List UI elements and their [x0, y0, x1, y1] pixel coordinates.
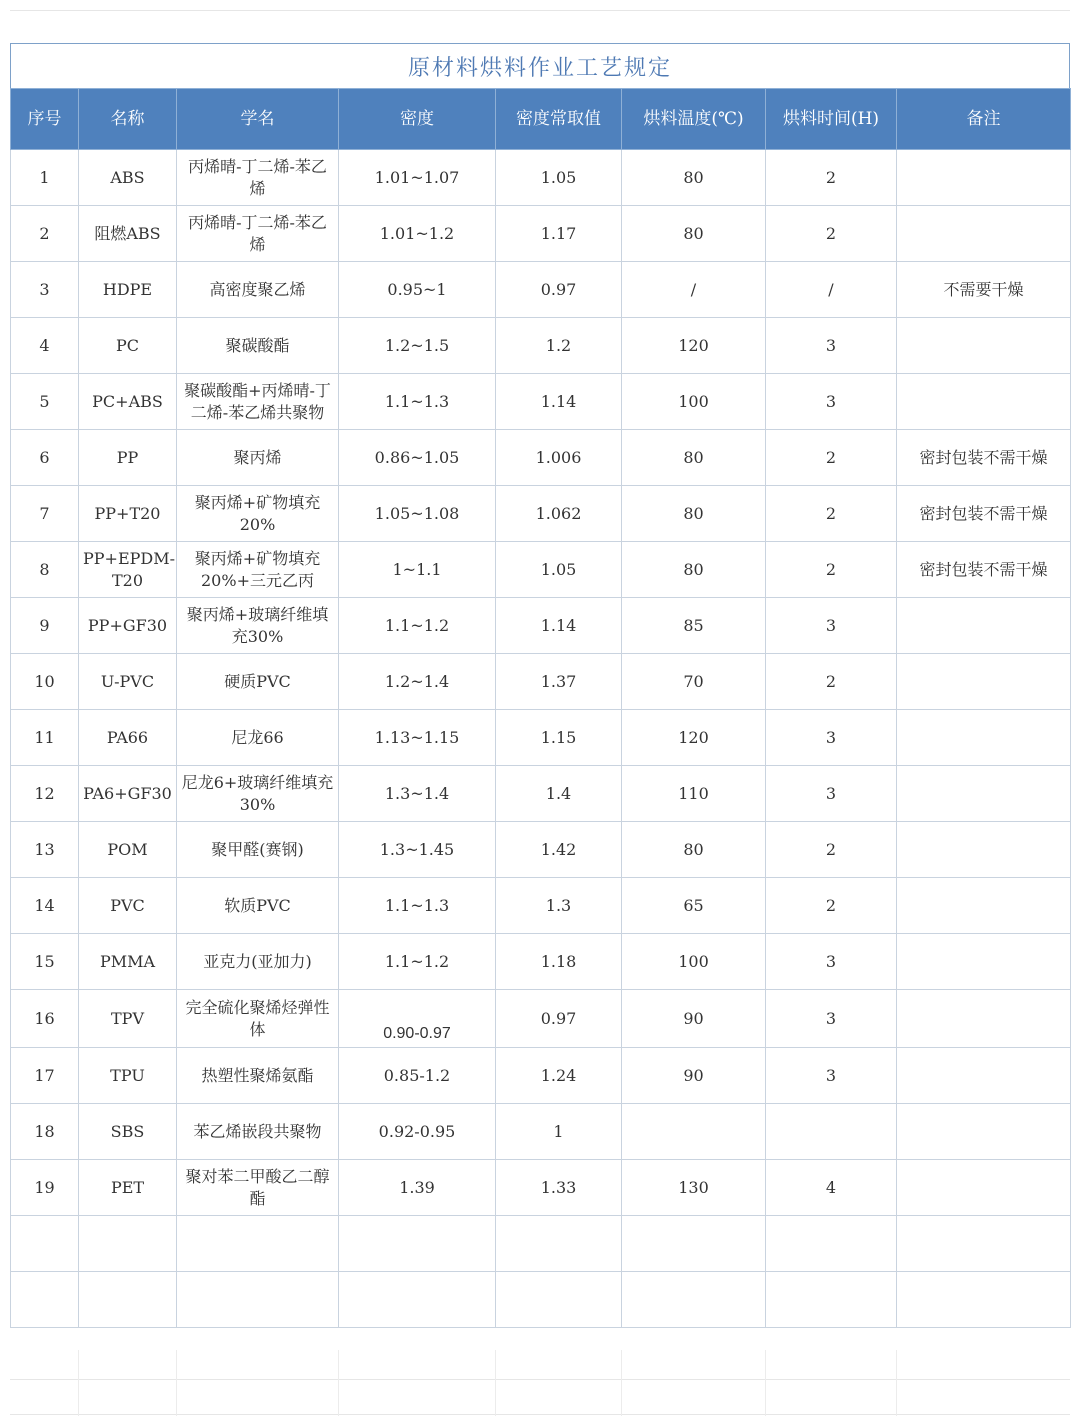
cell-index: 18 — [11, 1104, 79, 1160]
cell-typical-density: 1.42 — [496, 822, 622, 878]
cell-drying-time: 2 — [766, 206, 897, 262]
cell-remarks: 密封包装不需干燥 — [897, 486, 1071, 542]
col-header-drying-temp: 烘料温度(℃) — [622, 89, 766, 150]
col-header-remarks: 备注 — [897, 89, 1071, 150]
cell-remarks — [897, 934, 1071, 990]
empty-cell — [79, 1272, 177, 1328]
cell-index: 12 — [11, 766, 79, 822]
cell-typical-density: 1.17 — [496, 206, 622, 262]
table-row — [11, 990, 1071, 1048]
cell-remarks — [897, 1104, 1071, 1160]
cell-typical-density: 0.97 — [496, 990, 622, 1048]
sheet-title: 原材料烘料作业工艺规定 — [10, 43, 1070, 88]
cell-drying-temp: 80 — [622, 430, 766, 486]
cell-drying-temp: 100 — [622, 934, 766, 990]
cell-name: SBS — [79, 1104, 177, 1160]
cell-remarks — [897, 710, 1071, 766]
cell-drying-temp: 70 — [622, 654, 766, 710]
cell-index: 15 — [11, 934, 79, 990]
cell-index: 14 — [11, 878, 79, 934]
cell-typical-density: 1.3 — [496, 878, 622, 934]
cell-drying-time: 2 — [766, 654, 897, 710]
cell-index: 13 — [11, 822, 79, 878]
cell-drying-time: 3 — [766, 710, 897, 766]
cell-density: 0.86~1.05 — [339, 430, 496, 486]
empty-cell — [11, 1272, 79, 1328]
cell-remarks: 密封包装不需干燥 — [897, 430, 1071, 486]
cell-density: 1.1~1.2 — [339, 598, 496, 654]
cell-name: TPU — [79, 1048, 177, 1104]
cell-drying-time: 3 — [766, 934, 897, 990]
table-row — [11, 598, 1071, 654]
cell-scientific-name: 丙烯晴-丁二烯-苯乙烯 — [177, 206, 339, 262]
cell-typical-density: 1.24 — [496, 1048, 622, 1104]
cell-drying-time: 3 — [766, 318, 897, 374]
cell-remarks — [897, 374, 1071, 430]
cell-name: 阻燃ABS — [79, 206, 177, 262]
cell-name: U-PVC — [79, 654, 177, 710]
cell-drying-temp: 80 — [622, 150, 766, 206]
table-row — [11, 710, 1071, 766]
empty-cell — [177, 1272, 339, 1328]
cell-density: 1.3~1.4 — [339, 766, 496, 822]
cell-scientific-name: 聚碳酸酯+丙烯晴-丁二烯-苯乙烯共聚物 — [177, 374, 339, 430]
cell-remarks — [897, 654, 1071, 710]
cell-scientific-name: 聚丙烯+矿物填充20% — [177, 486, 339, 542]
cell-name: PP+EPDM-T20 — [79, 542, 177, 598]
cell-scientific-name: 亚克力(亚加力) — [177, 934, 339, 990]
cell-density: 1.1~1.3 — [339, 878, 496, 934]
cell-typical-density: 1.2 — [496, 318, 622, 374]
col-header-typical-density: 密度常取值 — [496, 89, 622, 150]
cell-typical-density: 1.05 — [496, 150, 622, 206]
cell-drying-time: 2 — [766, 822, 897, 878]
cell-density: 0.85-1.2 — [339, 1048, 496, 1104]
cell-drying-temp: 80 — [622, 822, 766, 878]
empty-cell — [496, 1216, 622, 1272]
table-row — [11, 654, 1071, 710]
cell-typical-density: 1.15 — [496, 710, 622, 766]
cell-scientific-name: 聚对苯二甲酸乙二醇酯 — [177, 1160, 339, 1216]
cell-drying-time — [766, 1104, 897, 1160]
cell-density: 0.92-0.95 — [339, 1104, 496, 1160]
cell-index: 9 — [11, 598, 79, 654]
table-row — [11, 486, 1071, 542]
cell-remarks: 密封包装不需干燥 — [897, 542, 1071, 598]
process-table — [10, 88, 1071, 1328]
cell-drying-time: 2 — [766, 150, 897, 206]
empty-cell — [897, 1216, 1071, 1272]
cell-scientific-name: 聚丙烯+玻璃纤维填充30% — [177, 598, 339, 654]
cell-index: 16 — [11, 990, 79, 1048]
cell-index: 6 — [11, 430, 79, 486]
cell-remarks — [897, 318, 1071, 374]
cell-index: 5 — [11, 374, 79, 430]
cell-name: PP+GF30 — [79, 598, 177, 654]
col-header-name: 名称 — [79, 89, 177, 150]
table-row — [11, 430, 1071, 486]
cell-drying-temp: 65 — [622, 878, 766, 934]
cell-remarks — [897, 150, 1071, 206]
cell-name: PP — [79, 430, 177, 486]
col-header-drying-time: 烘料时间(H) — [766, 89, 897, 150]
cell-scientific-name: 丙烯晴-丁二烯-苯乙烯 — [177, 150, 339, 206]
cell-drying-time: 2 — [766, 486, 897, 542]
cell-typical-density: 1.14 — [496, 598, 622, 654]
cell-remarks — [897, 822, 1071, 878]
col-header-density: 密度 — [339, 89, 496, 150]
cell-remarks — [897, 990, 1071, 1048]
cell-remarks — [897, 1160, 1071, 1216]
cell-scientific-name: 苯乙烯嵌段共聚物 — [177, 1104, 339, 1160]
table-row — [11, 822, 1071, 878]
cell-name: PMMA — [79, 934, 177, 990]
table-row — [11, 1160, 1071, 1216]
cell-remarks — [897, 1048, 1071, 1104]
cell-typical-density: 1.14 — [496, 374, 622, 430]
spreadsheet-frame — [10, 43, 1070, 1328]
cell-index: 17 — [11, 1048, 79, 1104]
cell-index: 11 — [11, 710, 79, 766]
cell-density: 0.90-0.97 — [339, 990, 496, 1048]
col-header-scientific-name: 学名 — [177, 89, 339, 150]
cell-typical-density: 0.97 — [496, 262, 622, 318]
cell-index: 2 — [11, 206, 79, 262]
cell-drying-temp: 100 — [622, 374, 766, 430]
empty-row — [11, 1272, 1071, 1328]
cell-density: 1~1.1 — [339, 542, 496, 598]
empty-cell — [622, 1216, 766, 1272]
cell-density: 1.01~1.07 — [339, 150, 496, 206]
cell-name: PP+T20 — [79, 486, 177, 542]
cell-drying-temp: 110 — [622, 766, 766, 822]
cell-name: PET — [79, 1160, 177, 1216]
cell-index: 8 — [11, 542, 79, 598]
cell-name: POM — [79, 822, 177, 878]
cell-typical-density: 1.37 — [496, 654, 622, 710]
cell-drying-time: 3 — [766, 598, 897, 654]
empty-cell — [622, 1272, 766, 1328]
cell-index: 1 — [11, 150, 79, 206]
cell-drying-temp: 120 — [622, 710, 766, 766]
cell-index: 19 — [11, 1160, 79, 1216]
cell-remarks: 不需要干燥 — [897, 262, 1071, 318]
cell-name: PA6+GF30 — [79, 766, 177, 822]
cell-remarks — [897, 206, 1071, 262]
cell-scientific-name: 尼龙6+玻璃纤维填充30% — [177, 766, 339, 822]
cell-drying-time: 3 — [766, 374, 897, 430]
table-row — [11, 206, 1071, 262]
cell-drying-time: 4 — [766, 1160, 897, 1216]
col-header-index: 序号 — [11, 89, 79, 150]
cell-drying-time: 2 — [766, 878, 897, 934]
cell-name: ABS — [79, 150, 177, 206]
empty-cell — [496, 1272, 622, 1328]
empty-cell — [79, 1216, 177, 1272]
table-row — [11, 150, 1071, 206]
cell-typical-density: 1.18 — [496, 934, 622, 990]
empty-cell — [11, 1216, 79, 1272]
table-row — [11, 542, 1071, 598]
cell-density: 1.05~1.08 — [339, 486, 496, 542]
table-row — [11, 262, 1071, 318]
cell-scientific-name: 硬质PVC — [177, 654, 339, 710]
empty-cell — [177, 1216, 339, 1272]
empty-cell — [339, 1272, 496, 1328]
empty-row — [11, 1216, 1071, 1272]
cell-typical-density: 1.4 — [496, 766, 622, 822]
cell-typical-density: 1.062 — [496, 486, 622, 542]
cell-name: PA66 — [79, 710, 177, 766]
cell-scientific-name: 尼龙66 — [177, 710, 339, 766]
cell-density: 1.3~1.45 — [339, 822, 496, 878]
cell-drying-temp: / — [622, 262, 766, 318]
table-row — [11, 1048, 1071, 1104]
cell-remarks — [897, 878, 1071, 934]
cell-drying-temp: 85 — [622, 598, 766, 654]
cell-drying-time: 3 — [766, 766, 897, 822]
empty-cell — [339, 1216, 496, 1272]
table-row — [11, 318, 1071, 374]
cell-scientific-name: 聚丙烯+矿物填充20%+三元乙丙 — [177, 542, 339, 598]
cell-drying-time: 3 — [766, 1048, 897, 1104]
cell-index: 10 — [11, 654, 79, 710]
cell-drying-time: 2 — [766, 542, 897, 598]
cell-scientific-name: 高密度聚乙烯 — [177, 262, 339, 318]
cell-typical-density: 1 — [496, 1104, 622, 1160]
table-row — [11, 1104, 1071, 1160]
table-row — [11, 934, 1071, 990]
cell-typical-density: 1.05 — [496, 542, 622, 598]
cell-name: HDPE — [79, 262, 177, 318]
cell-density: 1.01~1.2 — [339, 206, 496, 262]
empty-cell — [766, 1216, 897, 1272]
cell-scientific-name: 完全硫化聚烯烃弹性体 — [177, 990, 339, 1048]
cell-drying-temp: 90 — [622, 990, 766, 1048]
cell-density: 0.95~1 — [339, 262, 496, 318]
cell-density: 1.2~1.4 — [339, 654, 496, 710]
cell-typical-density: 1.33 — [496, 1160, 622, 1216]
table-row — [11, 766, 1071, 822]
cell-drying-temp: 80 — [622, 486, 766, 542]
cell-drying-temp — [622, 1104, 766, 1160]
cell-density: 1.1~1.2 — [339, 934, 496, 990]
cell-scientific-name: 软质PVC — [177, 878, 339, 934]
cell-drying-temp: 80 — [622, 542, 766, 598]
cell-name: PC — [79, 318, 177, 374]
header-row — [11, 89, 1071, 150]
cell-drying-time: / — [766, 262, 897, 318]
cell-index: 4 — [11, 318, 79, 374]
cell-drying-temp: 80 — [622, 206, 766, 262]
cell-name: TPV — [79, 990, 177, 1048]
cell-drying-time: 2 — [766, 430, 897, 486]
cell-name: PC+ABS — [79, 374, 177, 430]
cell-scientific-name: 聚丙烯 — [177, 430, 339, 486]
table-body — [11, 150, 1071, 1328]
cell-drying-temp: 130 — [622, 1160, 766, 1216]
cell-drying-temp: 120 — [622, 318, 766, 374]
cell-scientific-name: 聚碳酸酯 — [177, 318, 339, 374]
cell-scientific-name: 聚甲醛(赛钢) — [177, 822, 339, 878]
cell-drying-time: 3 — [766, 990, 897, 1048]
empty-cell — [897, 1272, 1071, 1328]
empty-cell — [766, 1272, 897, 1328]
cell-index: 7 — [11, 486, 79, 542]
cell-typical-density: 1.006 — [496, 430, 622, 486]
cell-remarks — [897, 598, 1071, 654]
table-row — [11, 878, 1071, 934]
table-row — [11, 374, 1071, 430]
cell-name: PVC — [79, 878, 177, 934]
cell-remarks — [897, 766, 1071, 822]
cell-drying-temp: 90 — [622, 1048, 766, 1104]
cell-scientific-name: 热塑性聚烯氨酯 — [177, 1048, 339, 1104]
cell-index: 3 — [11, 262, 79, 318]
cell-density: 1.2~1.5 — [339, 318, 496, 374]
cell-density: 1.1~1.3 — [339, 374, 496, 430]
cell-density: 1.13~1.15 — [339, 710, 496, 766]
cell-density: 1.39 — [339, 1160, 496, 1216]
